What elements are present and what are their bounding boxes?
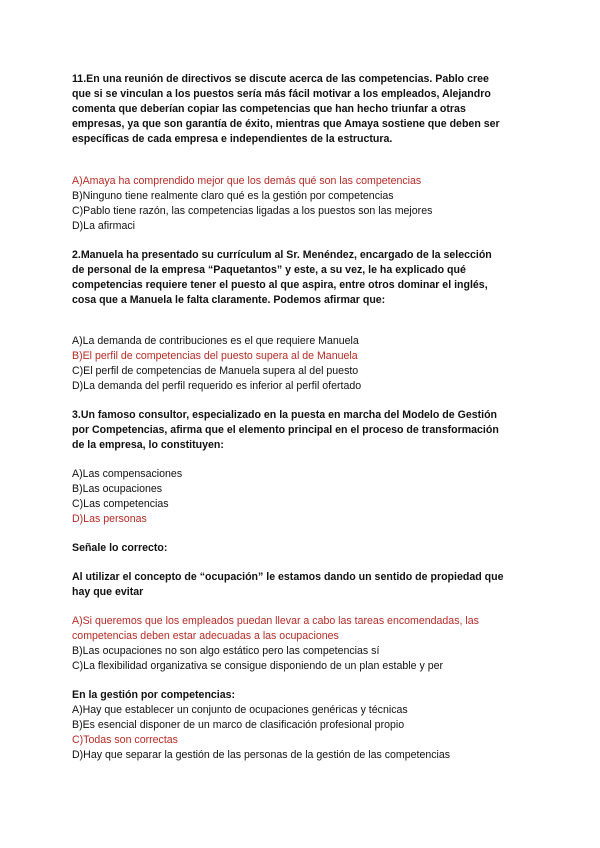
question-11-line: que si se vinculan a los puestos sería más fácil motivar a los empleados, Alejandro [72,88,491,100]
question-4-intro [72,541,532,556]
option-d: D)Hay que separar la gestión de las personas de la gestión de las competencias [72,749,451,761]
question-11-line: empresas, ya que son garantía de éxito, mientras que Amaya sostiene que deben ser [72,118,500,130]
question-5-line: En la gestión por competencias: [72,689,236,701]
option-a: A)La demanda de contribuciones es el que requiere Manuela [72,335,359,347]
question-2-line: 2.Manuela ha presentado su currículum al Sr. Menéndez, encargado de la selección [72,249,492,261]
question-4 [72,570,532,600]
question-3-line: por Competencias, afirma que el elemento principal en el proceso de transformación [72,424,499,436]
option-d-correct: D)Las personas [72,513,147,525]
question-4-line: hay que evitar [72,586,144,598]
option-a: A)Hay que establecer un conjunto de ocupaciones genéricas y técnicas [72,704,408,716]
question-3-options [72,467,532,527]
question-3-line: 3.Un famoso consultor, especializado en la puesta en marcha del Modelo de Gestión [72,409,498,421]
question-3 [72,408,532,453]
option-c-correct: C)Todas son correctas [72,734,178,746]
question-2-line: competencias requiere tener el puesto al que aspira, entre otros dominar el inglés, [72,279,488,291]
option-b: B)Las ocupaciones no son algo estático pero las competencias sí [72,645,380,657]
option-c: C)Las competencias [72,498,169,510]
question-3-line: de la empresa, lo constituyen: [72,439,224,451]
option-b-correct: B)El perfil de competencias del puesto supera al de Manuela [72,350,358,362]
question-11-line: específicas de cada empresa e independientes de la estructura. [72,133,393,145]
option-b: B)Ninguno tiene realmente claro qué es la gestión por competencias [72,190,394,202]
question-11-options [72,174,532,234]
option-b: B)Es esencial disponer de un marco de clasificación profesional propio [72,719,405,731]
option-b: B)Las ocupaciones [72,483,163,495]
question-5-options [72,703,532,763]
option-a-correct: A)Si queremos que los empleados puedan llevar a cabo las tareas encomendadas, las competencias deben estar adecuadas a las ocupaciones [72,615,479,642]
question-11-line: comenta que deberían copiar las competencias que han hecho triunfar a otras [72,103,466,115]
option-c: C)El perfil de competencias de Manuela supera al del puesto [72,365,359,377]
question-4-instruction: Señale lo correcto: [72,542,168,554]
option-d: D)La demanda del perfil requerido es inferior al perfil ofertado [72,380,362,392]
option-c: C)La flexibilidad organizativa se consigue disponiendo de un plan estable y per [72,660,444,672]
question-11-line: 11.En una reunión de directivos se discute acerca de las competencias. Pablo cree [72,73,489,85]
option-c: C)Pablo tiene razón, las competencias ligadas a los puestos son las mejores [72,205,433,217]
question-4-line: Al utilizar el concepto de “ocupación” le estamos dando un sentido de propiedad que [72,571,504,583]
option-a: A)Las compensaciones [72,468,183,480]
question-2 [72,248,532,308]
question-11 [72,72,532,147]
question-4-options [72,614,532,674]
option-a-correct: A)Amaya ha comprendido mejor que los demás qué son las competencias [72,175,422,187]
option-d: D)La afirmaci [72,220,135,232]
question-2-options [72,334,532,394]
question-2-line: de personal de la empresa “Paquetantos” y este, a su vez, le ha explicado qué [72,264,466,276]
question-5 [72,688,532,703]
question-2-line: cosa que a Manuela le falta claramente. Podemos afirmar que: [72,294,386,306]
